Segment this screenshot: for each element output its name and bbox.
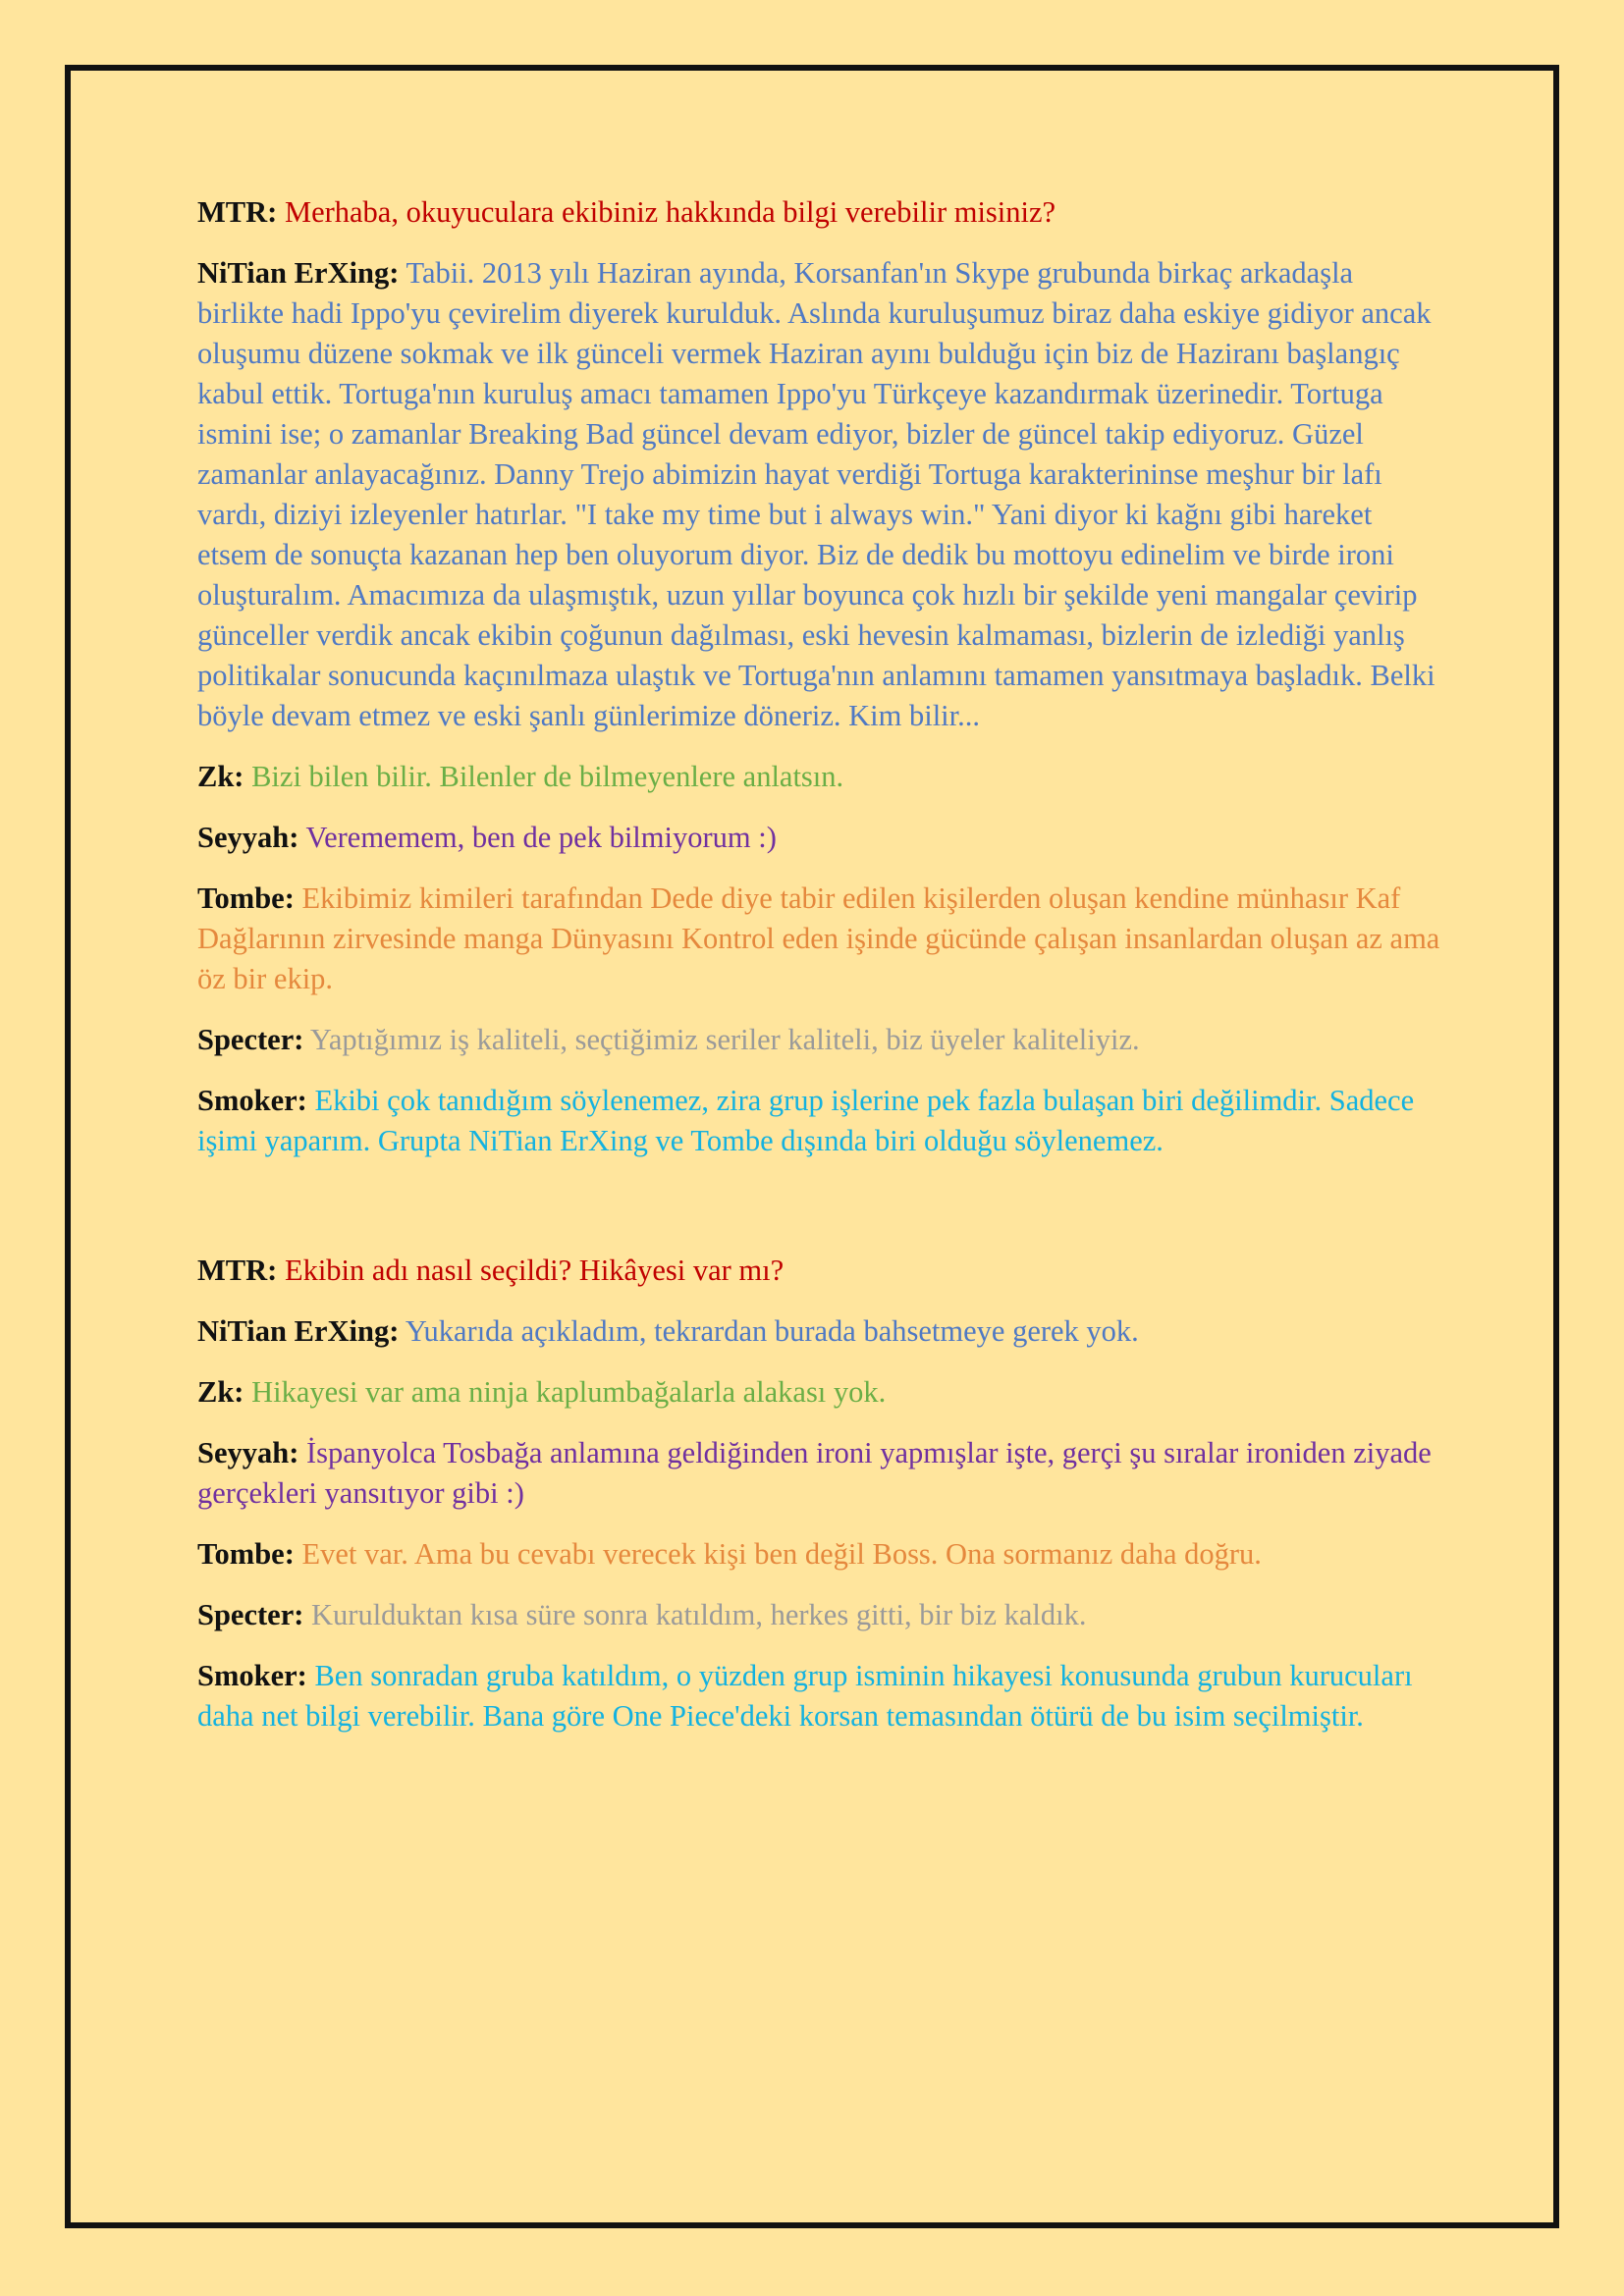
- dialogue-entry: [197, 1081, 1444, 1161]
- dialogue-text: Merhaba, okuyuculara ekibiniz hakkında bilgi verebilir misiniz?: [284, 195, 1056, 229]
- dialogue-text: Yukarıda açıkladım, tekrardan burada bahsetmeye gerek yok.: [405, 1314, 1139, 1348]
- dialogue-text: Ekibin adı nasıl seçildi? Hikâyesi var mı?: [284, 1254, 785, 1287]
- speaker-name: NiTian ErXing:: [197, 1314, 400, 1348]
- dialogue-entry: [197, 757, 1444, 797]
- dialogue-entry: [197, 1433, 1444, 1514]
- speaker-name: MTR:: [197, 1254, 278, 1287]
- speaker-name: Smoker:: [197, 1084, 307, 1117]
- dialogue-entry: [197, 1656, 1444, 1736]
- speaker-name: Seyyah:: [197, 1436, 299, 1469]
- speaker-name: MTR:: [197, 195, 278, 229]
- dialogue-text: Verememem, ben de pek bilmiyorum :): [305, 821, 777, 854]
- dialogue-entry: [197, 879, 1444, 999]
- dialogue-entry: [197, 1251, 1444, 1291]
- dialogue-text: Ekibi çok tanıdığım söylenemez, zira grup işlerine pek fazla bulaşan biri değilimdir. Sadece işimi yaparım. Grupta NiTian ErXing ve Tombe dışında biri olduğu söylenemez.: [197, 1084, 1415, 1157]
- dialogue-text: Bizi bilen bilir. Bilenler de bilmeyenlere anlatsın.: [251, 760, 844, 793]
- dialogue-text: Ben sonradan gruba katıldım, o yüzden grup isminin hikayesi konusunda grubun kurucuları daha net bilgi verebilir. Bana göre One Piece'deki korsan temasından ötürü de bu isim seçilmiştir.: [197, 1659, 1413, 1733]
- speaker-name: Smoker:: [197, 1659, 307, 1692]
- dialogue-entry: [197, 1595, 1444, 1635]
- interview-section-2: [197, 1251, 1444, 1736]
- dialogue-text: Evet var. Ama bu cevabı verecek kişi ben değil Boss. Ona sormanız daha doğru.: [301, 1537, 1262, 1571]
- dialogue-entry: [197, 1311, 1444, 1352]
- speaker-name: Specter:: [197, 1598, 304, 1631]
- speaker-name: Zk:: [197, 760, 244, 793]
- dialogue-text: Hikayesi var ama ninja kaplumbağalarla alakası yok.: [251, 1375, 887, 1409]
- dialogue-entry: [197, 1020, 1444, 1060]
- section-spacer: [197, 1182, 1444, 1251]
- dialogue-entry: [197, 1534, 1444, 1575]
- interview-content: [197, 192, 1444, 1757]
- dialogue-text: Tabii. 2013 yılı Haziran ayında, Korsanfan'ın Skype grubunda birkaç arkadaşla birlikte hadi Ippo'yu çevirelim diyerek kurulduk. Aslında kuruluşumuz biraz daha eskiye gidiyor ancak oluşumu düzene sokmak ve ilk günceli vermek Haziran ayını bulduğu için biz de Haziranı başlangıç kabul ettik. Tortuga'nın kuruluş amacı tamamen Ippo'yu Türkçeye kazandırmak üzerinedir. Tortuga ismini ise; o zamanlar Breaking Bad güncel devam ediyor, bizler de güncel takip ediyoruz. Güzel zamanlar anlayacağınız. Danny Trejo abimizin hayat verdiği Tortuga karakterininse meşhur bir lafı vardı, diziyi izleyenler hatırlar. "I take my time but i always win." Yani diyor ki kağnı gibi hareket etsem de sonuçta kazanan hep ben oluyorum diyor. Biz de dedik bu mottoyu edinelim ve birde ironi oluşturalım. Amacımıza da ulaşmıştık, uzun yıllar boyunca çok hızlı bir şekilde yeni mangalar çevirip günceller verdik ancak ekibin çoğunun dağılması, eski hevesin kalmaması, bizlerin de izlediği yanlış politikalar sonucunda kaçınılmaza ulaştık ve Tortuga'nın anlamını tamamen yansıtmaya başladık. Belki böyle devam etmez ve eski şanlı günlerimize döneriz. Kim bilir...: [197, 256, 1435, 732]
- interview-section-1: [197, 192, 1444, 1161]
- dialogue-entry: [197, 253, 1444, 736]
- speaker-name: Specter:: [197, 1023, 304, 1056]
- speaker-name: Zk:: [197, 1375, 244, 1409]
- dialogue-text: Ekibimiz kimileri tarafından Dede diye tabir edilen kişilerden oluşan kendine münhasır Kaf Dağlarının zirvesinde manga Dünyasını Kontrol eden işinde gücünde çalışan insanlardan oluşan az ama öz bir ekip.: [197, 881, 1440, 995]
- dialogue-entry: [197, 1372, 1444, 1413]
- speaker-name: Seyyah:: [197, 821, 299, 854]
- dialogue-text: Yaptığımız iş kaliteli, seçtiğimiz seriler kaliteli, biz üyeler kaliteliyiz.: [309, 1023, 1140, 1056]
- speaker-name: Tombe:: [197, 1537, 295, 1571]
- dialogue-entry: [197, 192, 1444, 233]
- speaker-name: Tombe:: [197, 881, 295, 915]
- dialogue-entry: [197, 818, 1444, 858]
- dialogue-text: Kurulduktan kısa süre sonra katıldım, herkes gitti, bir biz kaldık.: [311, 1598, 1087, 1631]
- dialogue-text: İspanyolca Tosbağa anlamına geldiğinden ironi yapmışlar işte, gerçi şu sıralar ironiden ziyade gerçekleri yansıtıyor gibi :): [197, 1436, 1432, 1510]
- speaker-name: NiTian ErXing:: [197, 256, 400, 290]
